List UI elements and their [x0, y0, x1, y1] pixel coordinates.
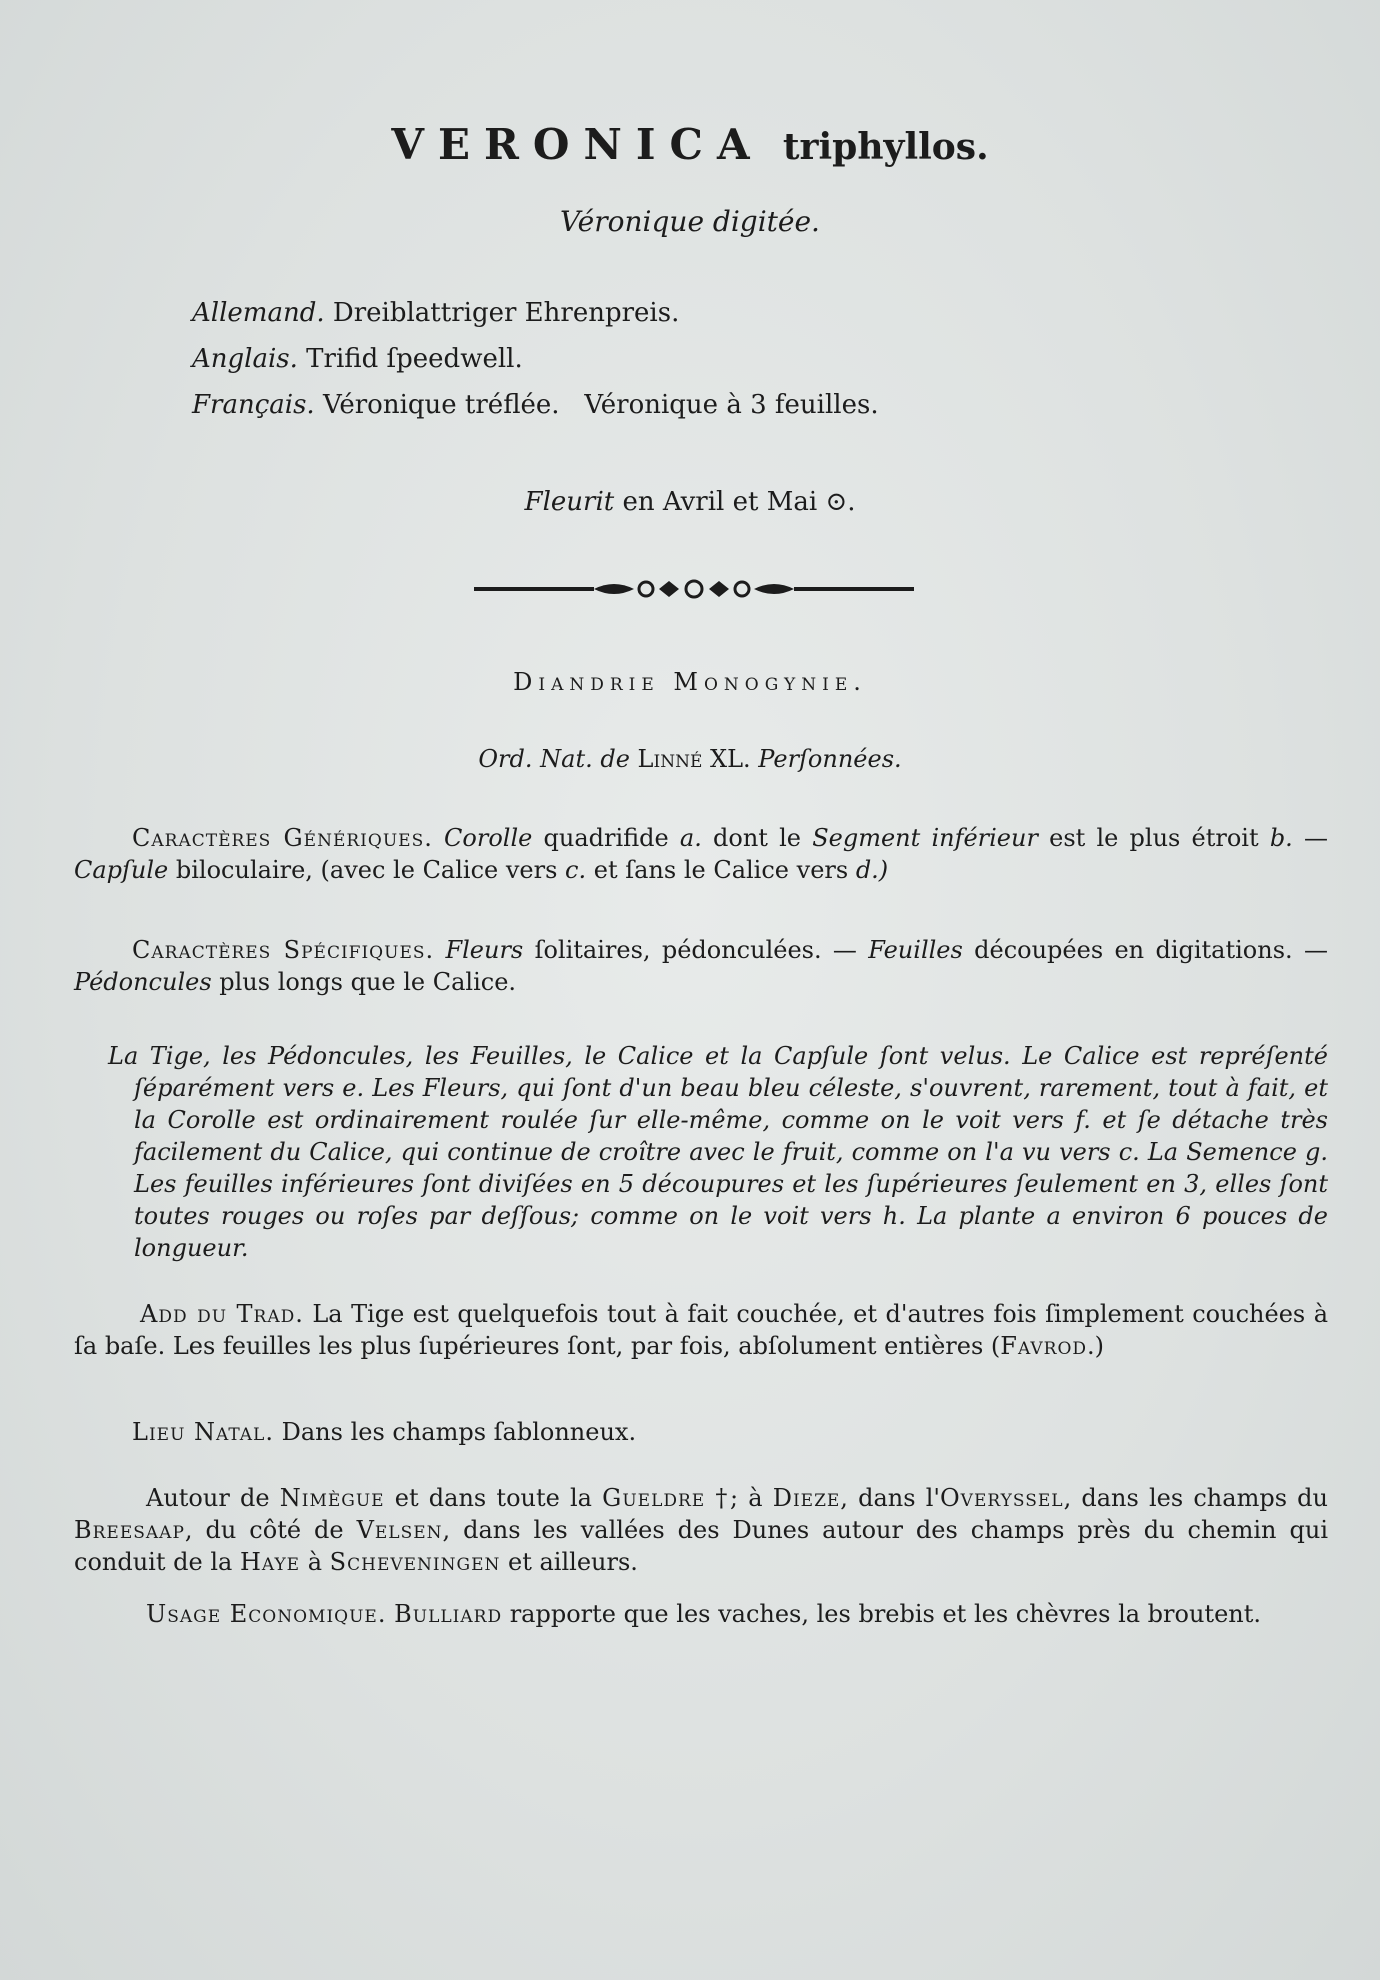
flowering-text: en Avril et Mai ⊙. — [622, 487, 856, 517]
specific-characters — [74, 934, 1328, 998]
flowering-line — [0, 487, 1380, 517]
place-name: Haye — [239, 1548, 301, 1576]
name-language: Français. — [192, 390, 315, 420]
text: , dans les vallées des Dunes autour des champs près du chemin qui conduit de la — [74, 1516, 1328, 1576]
text-italic: Feuilles — [868, 936, 963, 964]
place-name: Dieze — [772, 1484, 841, 1512]
text-italic: d.) — [855, 856, 889, 884]
ord-nat-prefix: Ord. Nat. de — [478, 745, 630, 773]
name-language: Anglais. — [192, 344, 298, 374]
place-name: Breesaap — [74, 1516, 185, 1544]
text-italic: Segment inférieur — [812, 824, 1038, 852]
habitat — [74, 1416, 1328, 1448]
name-value: Dreiblattriger Ehrenpreis. — [332, 298, 680, 328]
title-genus: VERONICA — [391, 120, 764, 169]
text: rapporte que les vaches, les brebis et les chèvres la broutent. — [502, 1600, 1261, 1628]
text: quadrifide — [532, 824, 680, 852]
title-species: triphyllos. — [782, 126, 989, 168]
common-names — [192, 290, 879, 428]
text-italic: b. — [1269, 824, 1293, 852]
text: , dans les champs du — [1063, 1484, 1329, 1512]
economic-usage — [74, 1598, 1328, 1630]
text: et ſans le Calice vers — [586, 856, 856, 884]
author-name: Bulliard — [394, 1600, 503, 1628]
translator-note — [74, 1298, 1328, 1362]
text-italic: Capſule — [74, 856, 169, 884]
ord-nat-author: Linné — [637, 745, 703, 773]
place-name: Gueldre — [602, 1484, 706, 1512]
text: biloculaire, (avec le Calice vers — [168, 856, 566, 884]
text: et ailleurs. — [500, 1548, 638, 1576]
text: dont le — [701, 824, 813, 852]
habitat-label: Lieu Natal. — [132, 1418, 274, 1446]
name-row — [192, 382, 879, 428]
ord-nat-number: XL. — [710, 745, 751, 773]
place-name: Velsen — [356, 1516, 443, 1544]
name-row — [192, 290, 879, 336]
text-italic: Fleurs — [445, 936, 524, 964]
text: plus longs que le Calice. — [211, 968, 517, 996]
subtitle: Véronique digitée. — [560, 205, 820, 238]
classification: Diandrie Monogynie. — [513, 668, 867, 696]
text: , dans l' — [840, 1484, 940, 1512]
text: Autour de — [146, 1484, 280, 1512]
ord-nat-family: Perſonnées. — [758, 745, 902, 773]
name-value: Véronique tréflée. Véronique à 3 feuilles. — [322, 390, 879, 420]
text: ſolitaires, pédonculées. — — [523, 936, 869, 964]
name-value: Trifid ſpeedwell. — [306, 344, 523, 374]
name-language: Allemand. — [192, 298, 325, 328]
description: La Tige, les Pédoncules, les Feuilles, le Calice et la Capſule ſont velus. Le Calice est repréſenté ſéparément vers e. Les Fleurs, qui ſont d'un beau bleu céleste, s'ouvrent, rarement, tout à fait, et la Corolle est ordinairement roulée ſur elle-même, comme on le voit vers f. et ſe détache très facilement du Calice, qui continue de croître avec le fruit, comme on l'a vu vers c. La Semence g. Les feuilles inférieures ſont diviſées en 5 découpures et les ſupérieures ſeulement en 3, elles ſont toutes rouges ou roſes par deſſous; comme on le voit vers h. La plante a environ 6 pouces de longueur. — [108, 1042, 1328, 1262]
text-italic: c. — [565, 856, 587, 884]
locations — [74, 1482, 1328, 1578]
place-name: Overyssel — [940, 1484, 1064, 1512]
text-italic: Pédoncules — [74, 968, 212, 996]
place-name: Nimègue — [279, 1484, 385, 1512]
text: , du côté de — [184, 1516, 357, 1544]
text: — — [1292, 824, 1328, 852]
author-name: Favrod — [1000, 1332, 1088, 1360]
text: est le plus étroit — [1037, 824, 1270, 852]
specific-label: Caractères Spécifiques. — [132, 936, 435, 964]
place-name: Scheveningen — [329, 1548, 501, 1576]
ord-nat — [0, 745, 1380, 773]
name-row — [192, 336, 879, 382]
text: découpées en digitations. — — [962, 936, 1328, 964]
text: †; à — [705, 1484, 773, 1512]
text: .) — [1087, 1332, 1105, 1360]
page-title — [0, 120, 1380, 169]
text: Dans les champs ſablonneux. — [273, 1418, 637, 1446]
ornament-divider-icon — [474, 575, 914, 603]
text-italic: a. — [679, 824, 702, 852]
generic-characters — [74, 822, 1328, 886]
text: et dans toute la — [384, 1484, 603, 1512]
flowering-label: Fleurit — [524, 487, 615, 517]
usage-label: Usage Economique. — [146, 1600, 387, 1628]
generic-label: Caractères Génériques. — [132, 824, 433, 852]
add-trad-label: Add du Trad. — [140, 1300, 304, 1328]
text-italic: Corolle — [444, 824, 533, 852]
text: à — [300, 1548, 330, 1576]
text: La Tige est quelquefois tout à fait couchée, et d'autres fois ſimplement couchées à ſa baſe. Les feuilles les plus ſupérieures ſont, par fois, abſolument entières ( — [74, 1300, 1328, 1360]
